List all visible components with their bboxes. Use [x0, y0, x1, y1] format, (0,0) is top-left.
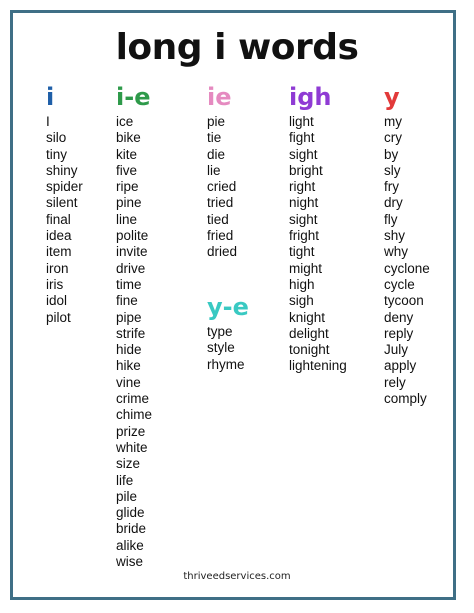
word-list-igh: [289, 114, 347, 375]
word-item: spider: [46, 179, 83, 195]
word-item: tight: [289, 244, 315, 260]
word-item: right: [289, 179, 316, 195]
heading-ie: ie: [207, 83, 232, 111]
word-item: idol: [46, 293, 68, 309]
word-item: sight: [289, 146, 318, 162]
word-item: bike: [116, 130, 141, 146]
word-item: ripe: [116, 179, 139, 195]
word-item: prize: [116, 423, 146, 439]
heading-y: y: [384, 83, 400, 111]
word-item: time: [116, 276, 142, 292]
word-item: apply: [384, 358, 417, 374]
column-igh: [289, 82, 347, 375]
word-item: size: [116, 456, 141, 472]
word-item: pilot: [46, 309, 71, 325]
word-item: light: [289, 114, 314, 129]
word-item: item: [46, 244, 72, 260]
word-item: dry: [384, 195, 403, 211]
word-item: vine: [116, 374, 141, 390]
word-item: drive: [116, 260, 146, 276]
word-item: cycle: [384, 276, 415, 292]
word-item: tie: [207, 130, 222, 146]
word-item: high: [289, 276, 315, 292]
column-y-e: [207, 292, 249, 373]
word-item: pie: [207, 114, 226, 129]
word-list-ie: [207, 114, 237, 261]
word-item: comply: [384, 391, 427, 407]
word-item: iron: [46, 260, 69, 276]
word-item: pine: [116, 195, 142, 211]
word-list-y: [384, 114, 430, 407]
word-item: lightening: [289, 358, 347, 374]
word-item: life: [116, 472, 134, 488]
word-item: fright: [289, 228, 320, 244]
word-item: why: [384, 244, 409, 260]
word-item: fry: [384, 179, 399, 195]
word-item: sly: [384, 162, 401, 178]
word-item: five: [116, 162, 138, 178]
page-title: long i words: [115, 27, 359, 68]
word-item: bright: [289, 162, 323, 178]
word-item: tycoon: [384, 293, 424, 309]
column-ie: [207, 82, 237, 261]
word-item: kite: [116, 146, 138, 162]
word-item: strife: [116, 325, 146, 341]
word-item: invite: [116, 244, 148, 260]
word-item: tied: [207, 211, 229, 227]
word-item: fine: [116, 293, 138, 309]
word-item: shy: [384, 228, 406, 244]
word-list-y-e: [207, 324, 249, 373]
word-item: might: [289, 260, 323, 276]
column-y: [384, 82, 430, 407]
word-item: final: [46, 211, 71, 227]
word-item: fried: [207, 228, 234, 244]
column-i-e: [116, 82, 152, 570]
word-item: lie: [207, 162, 221, 178]
word-item: polite: [116, 228, 149, 244]
word-item: reply: [384, 325, 414, 341]
word-item: pipe: [116, 309, 142, 325]
word-item: deny: [384, 309, 414, 325]
word-item: July: [384, 342, 409, 358]
word-item: hide: [116, 342, 142, 358]
word-item: my: [384, 114, 402, 129]
word-item: shiny: [46, 162, 78, 178]
word-item: alike: [116, 537, 144, 553]
word-item: style: [207, 340, 235, 356]
word-item: line: [116, 211, 138, 227]
heading-y-e: y-e: [207, 293, 249, 321]
word-item: fly: [384, 211, 398, 227]
word-item: silent: [46, 195, 78, 211]
word-item: white: [116, 439, 148, 455]
word-list-i: [46, 114, 83, 326]
word-item: fight: [289, 130, 315, 146]
footer-website: thriveedservices.com: [183, 571, 291, 582]
word-item: silo: [46, 130, 67, 146]
word-item: delight: [289, 325, 329, 341]
word-item: dried: [207, 244, 238, 260]
word-item: hike: [116, 358, 141, 374]
word-item: tiny: [46, 146, 68, 162]
word-item: sigh: [289, 293, 314, 309]
word-item: ice: [116, 114, 134, 129]
heading-i-e: i-e: [116, 83, 151, 111]
word-item: chime: [116, 407, 153, 423]
word-item: tonight: [289, 342, 330, 358]
word-item: iris: [46, 276, 64, 292]
word-item: glide: [116, 505, 145, 521]
column-i: [46, 82, 83, 326]
word-item: by: [384, 146, 399, 162]
word-item: cried: [207, 179, 237, 195]
word-item: rely: [384, 374, 406, 390]
word-item: wise: [116, 554, 144, 570]
word-item: rhyme: [207, 356, 245, 372]
word-item: night: [289, 195, 319, 211]
heading-igh: igh: [289, 83, 332, 111]
word-list-i-e: [116, 114, 152, 570]
word-item: bride: [116, 521, 147, 537]
word-item: cry: [384, 130, 402, 146]
word-item: cyclone: [384, 260, 430, 276]
word-item: crime: [116, 391, 149, 407]
word-item: I: [46, 114, 50, 129]
word-item: die: [207, 146, 226, 162]
word-item: knight: [289, 309, 326, 325]
heading-i: i: [46, 83, 55, 111]
word-item: tried: [207, 195, 234, 211]
word-item: idea: [46, 228, 72, 244]
word-item: sight: [289, 211, 318, 227]
word-item: type: [207, 324, 233, 339]
word-item: pile: [116, 488, 138, 504]
